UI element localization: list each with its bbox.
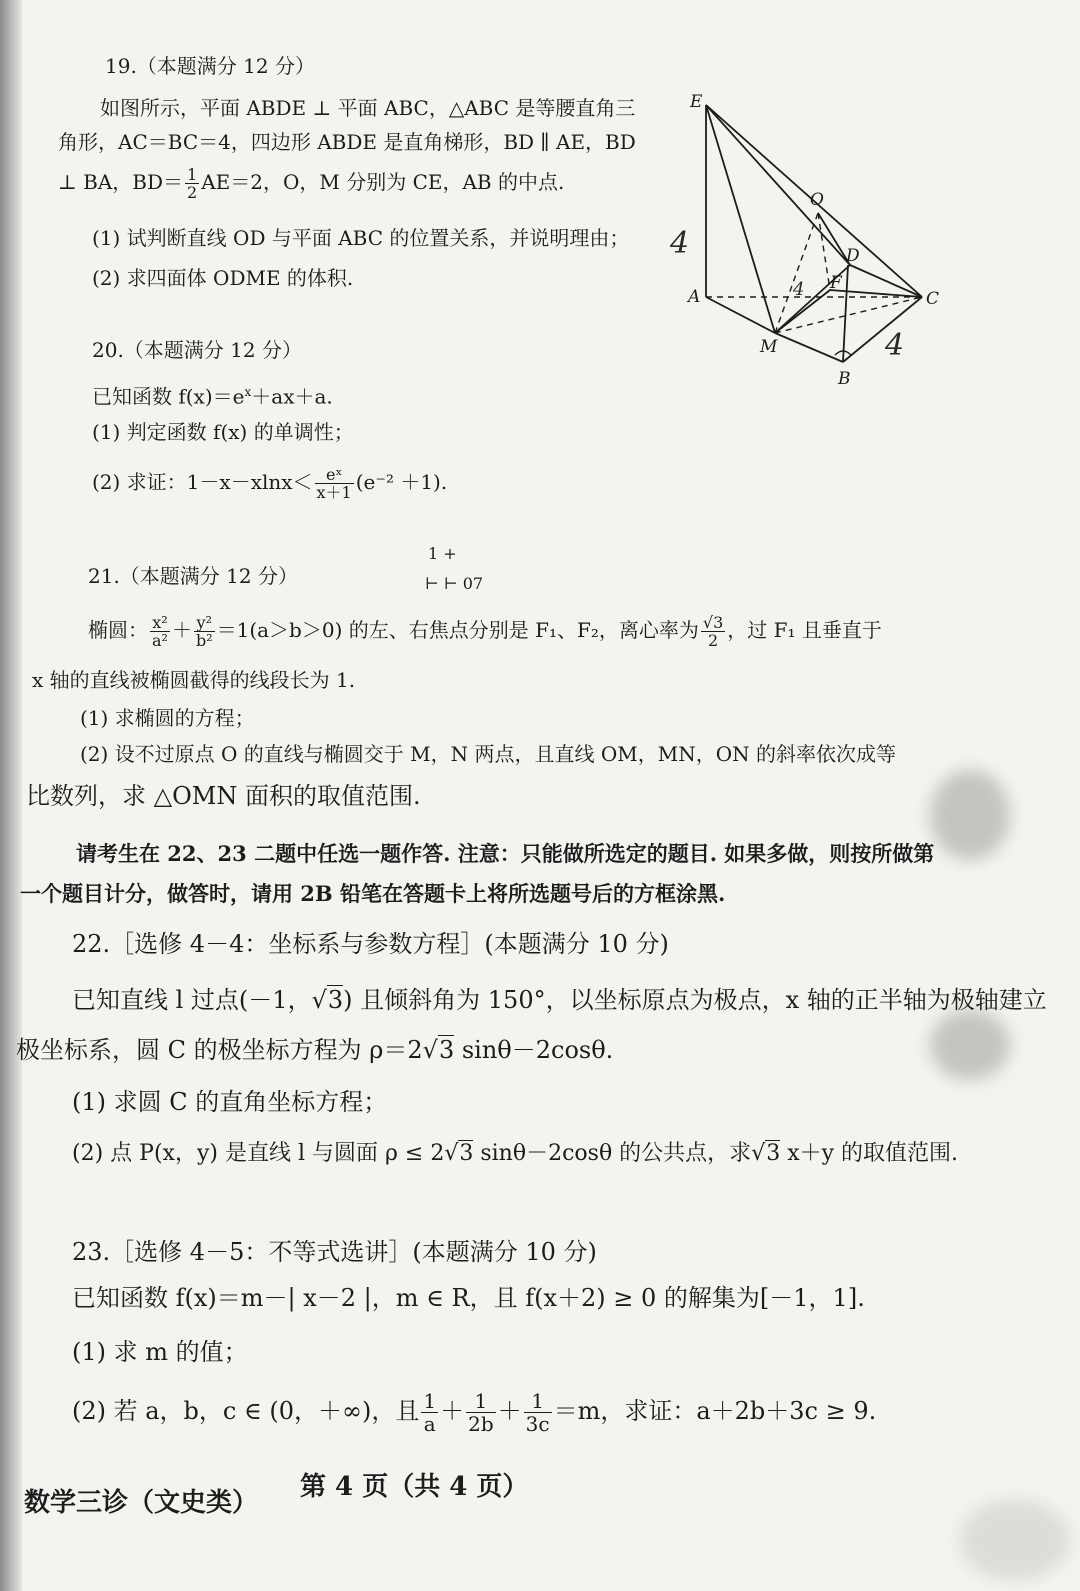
q23-part2: (2) 若 a，b，c ∈ (0，＋∞)，且 $\frac{1}{a}$ ＋ $\frac{1}{2b}$ ＋ $\frac{1}{3c}$ ＝m，求证：a＋2b＋3c ≥ 9. xyxy=(72,1389,877,1436)
q21-frac-y xyxy=(194,614,215,649)
q23-frac-a-num: 1 xyxy=(423,1389,437,1413)
q21-part2-cont: 比数列，求 △OMN 面积的取值范围. xyxy=(26,782,421,810)
edge-EM xyxy=(706,105,775,333)
q21-frac-e-num: √3 xyxy=(702,613,724,632)
q21-part1: (1) 求椭圆的方程； xyxy=(80,706,255,730)
q19-line3-post: AE＝2，O，M 分别为 CE，AB 的中点. xyxy=(201,170,565,194)
q20-fraction xyxy=(315,466,354,501)
dashed-OF xyxy=(818,213,830,290)
label-E: E xyxy=(690,92,703,112)
handwritten-4-left: 4 xyxy=(670,226,690,261)
q23-frac-b xyxy=(466,1390,496,1435)
q23-frac-c xyxy=(524,1390,552,1435)
q22-line1-post: ) 且倾斜角为 150°，以坐标原点为极点，x 轴的正半轴为极轴建立 xyxy=(343,986,1047,1014)
q21-frac-x-den: a² xyxy=(152,631,168,650)
label-D: D xyxy=(846,246,860,266)
label-M: M xyxy=(760,337,778,357)
q20-frac-num: eˣ xyxy=(315,466,354,484)
q22-part2-post: x＋y 的取值范围. xyxy=(780,1141,959,1166)
q22-sqrt-1: 3 xyxy=(327,986,344,1014)
q23-frac-c-den: 3c xyxy=(525,1412,550,1436)
q21-frac-e-den: 2 xyxy=(708,631,719,650)
q23-frac-b-num: 1 xyxy=(466,1390,496,1413)
q20-part2 xyxy=(92,466,447,501)
q22-sqrt-4: 3 xyxy=(766,1141,781,1166)
q20-line1 xyxy=(92,378,333,411)
q22-part1: (1) 求圆 C 的直角坐标方程； xyxy=(72,1088,388,1116)
q22-line1: 已知直线 l 过点(－1，√3) 且倾斜角为 150°，以坐标原点为极点，x 轴的正半轴为极轴建立 xyxy=(72,986,1047,1014)
q20-frac-den: x＋1 xyxy=(316,483,352,502)
handwritten-4-mid: 4 xyxy=(793,279,805,300)
edge-DB xyxy=(843,265,848,362)
scribble-note-1: 1 + xyxy=(428,544,457,563)
smudge-right-1 xyxy=(930,770,1010,860)
q20-part2-pre: (2) 求证：1－x－xlnx＜ xyxy=(92,470,313,494)
q22-sqrt-2: 3 xyxy=(438,1036,455,1064)
q19-frac-num: 1 xyxy=(187,165,198,184)
q21-header: 21.（本题满分 12 分） xyxy=(88,564,298,588)
q23-part1: (1) 求 m 的值； xyxy=(72,1338,248,1366)
q22-part2-mid: sinθ－2cosθ 的公共点，求 xyxy=(473,1141,752,1166)
edge-MB xyxy=(775,333,843,362)
q21-frac-y-den: b² xyxy=(195,631,213,650)
q23-part2-post: ＝m，求证：a＋2b＋3c ≥ 9. xyxy=(553,1397,877,1425)
smudge-bottom-right xyxy=(960,1500,1070,1580)
notice-line1: 请考生在 22、23 二题中任选一题作答. 注意：只能做所选定的题目. 如果多做，则按所做第 xyxy=(76,841,935,866)
label-C: C xyxy=(926,289,940,309)
label-F: F xyxy=(830,273,842,293)
smudge-right-2 xyxy=(930,1010,1010,1080)
q19-part1: (1) 试判断直线 OD 与平面 ABC 的位置关系，并说明理由； xyxy=(92,226,630,250)
q22-part2: (2) 点 P(x，y) 是直线 l 与圆面 ρ ≤ 2√3 sinθ－2cosθ 的公共点，求√3 x＋y 的取值范围. xyxy=(72,1141,959,1166)
q21-line2: x 轴的直线被椭圆截得的线段长为 1. xyxy=(32,668,356,692)
q19-frac-den: 2 xyxy=(187,183,198,202)
q20-header: 20.（本题满分 12 分） xyxy=(92,338,302,362)
q22-line2: 极坐标系，圆 C 的极坐标方程为 ρ＝2√3 sinθ－2cosθ. xyxy=(16,1036,614,1064)
page-edge-shadow xyxy=(0,0,22,1591)
edge-ED xyxy=(706,105,850,265)
q22-part2-pre: (2) 点 P(x，y) 是直线 l 与圆面 ρ ≤ 2 xyxy=(72,1141,445,1166)
q22-line1-pre: 已知直线 l 过点(－1， xyxy=(72,986,312,1014)
q23-part2-pre: (2) 若 a，b，c ∈ (0，＋∞)，且 xyxy=(72,1397,420,1425)
edge-AM xyxy=(706,297,775,333)
q19-fraction xyxy=(185,166,199,201)
q20-part1: (1) 判定函数 f(x) 的单调性； xyxy=(92,420,354,444)
q19-part2: (2) 求四面体 ODME 的体积. xyxy=(92,266,354,290)
q23-line1: 已知函数 f(x)＝m－| x－2 |，m ∈ R，且 f(x＋2) ≥ 0 的解集为[－1，1]. xyxy=(72,1284,865,1312)
footer-page-number: 第 4 页（共 4 页） xyxy=(300,1472,529,1502)
q21-frac-e xyxy=(701,614,725,649)
q19-line1: 如图所示，平面 ABDE ⊥ 平面 ABC，△ABC 是等腰直角三 xyxy=(100,96,636,120)
q21-line1-pre: 椭圆： xyxy=(88,618,148,642)
q23-frac-b-den: 2b xyxy=(468,1412,494,1436)
q20-line1-pre: 已知函数 f(x)＝e xyxy=(92,384,245,409)
label-A: A xyxy=(688,287,701,307)
q19-header: 19.（本题满分 12 分） xyxy=(105,54,315,78)
q22-header: 22.［选修 4－4：坐标系与参数方程］(本题满分 10 分) xyxy=(72,930,669,958)
q21-line1-post: ，过 F₁ 且垂直于 xyxy=(727,618,882,642)
q21-part2: (2) 设不过原点 O 的直线与椭圆交于 M，N 两点，且直线 OM，MN，ON 的斜率依次成等 xyxy=(80,742,896,766)
q21-line1-mid: ＝1(a＞b＞0) 的左、右焦点分别是 F₁、F₂，离心率为 xyxy=(216,618,699,642)
q20-line1-post: ＋ax＋a. xyxy=(251,384,333,409)
label-O: O xyxy=(810,190,824,210)
q19-line3 xyxy=(58,166,564,201)
label-B: B xyxy=(838,369,851,389)
q23-frac-c-num: 1 xyxy=(524,1390,552,1413)
dashed-MO xyxy=(775,213,818,333)
q20-exponent: x xyxy=(244,385,252,399)
q22-sqrt-3: 3 xyxy=(459,1141,474,1166)
q22-line2-pre: 极坐标系，圆 C 的极坐标方程为 ρ＝2 xyxy=(16,1036,423,1064)
scribble-note-2: ⊢ ⊢ 07 xyxy=(425,574,484,593)
q21-frac-x xyxy=(150,614,170,649)
q23-header: 23.［选修 4－5：不等式选讲］(本题满分 10 分) xyxy=(72,1238,597,1266)
q19-line2: 角形，AC＝BC＝4，四边形 ABDE 是直角梯形，BD ∥ AE，BD xyxy=(58,130,636,154)
q21-line1 xyxy=(88,614,882,649)
handwritten-4-right: 4 xyxy=(885,328,905,363)
footer-subject: 数学三诊（文史类） xyxy=(24,1488,259,1518)
notice-line2: 一个题目计分，做答时，请用 2B 铅笔在答题卡上将所选题号后的方框涂黑. xyxy=(20,881,726,906)
q23-frac-a-den: a xyxy=(423,1412,436,1436)
q21-frac-x-num: x² xyxy=(150,614,170,632)
q21-frac-y-num: y² xyxy=(194,614,215,632)
q21-plus: ＋ xyxy=(171,618,192,642)
q23-frac-a xyxy=(421,1390,438,1435)
q22-line2-post: sinθ－2cosθ. xyxy=(454,1036,614,1064)
q19-line3-pre: ⊥ BA，BD＝ xyxy=(58,170,184,194)
q19-figure xyxy=(660,85,940,395)
q20-part2-post: (e⁻² ＋1). xyxy=(355,470,448,494)
